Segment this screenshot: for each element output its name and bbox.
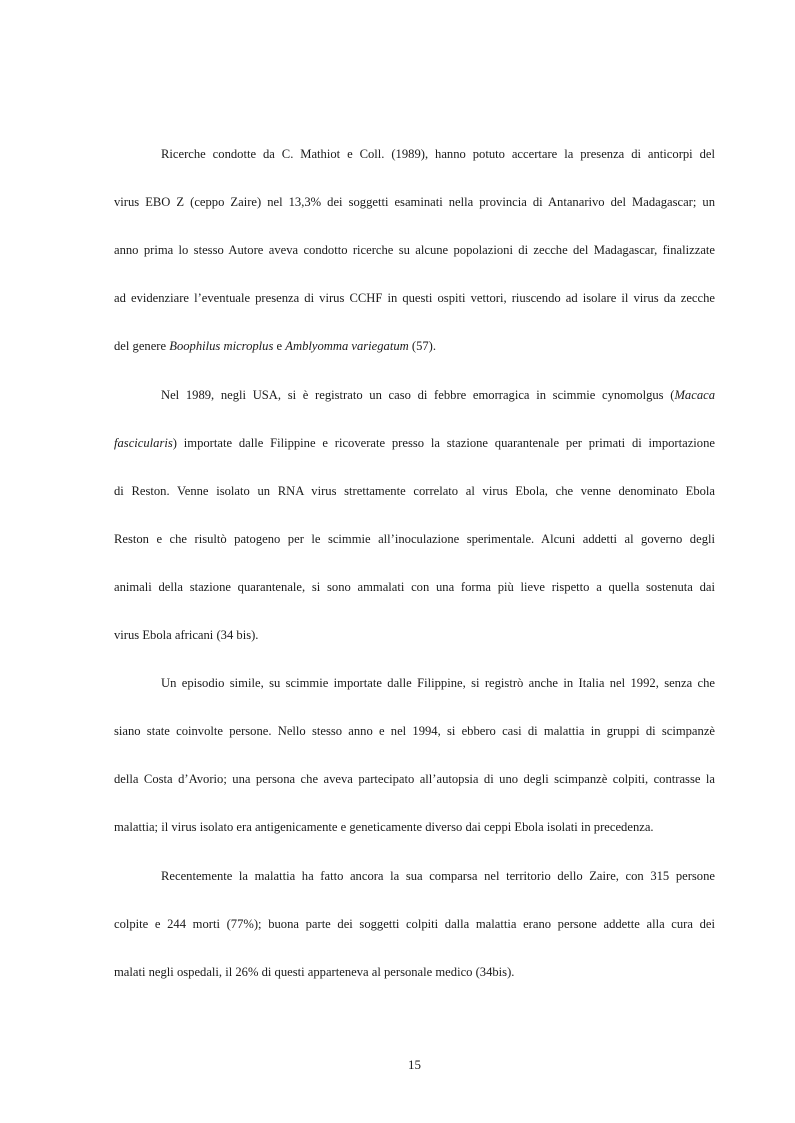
text-line	[114, 483, 715, 499]
text-run: virus Ebola africani (34 bis).	[114, 628, 259, 642]
text-line	[114, 435, 715, 451]
text-line	[161, 387, 715, 403]
text-line	[114, 916, 715, 932]
text-line	[114, 627, 715, 643]
text-run: Amblyomma variegatum	[285, 339, 409, 354]
text-run: virus EBO Z (ceppo Zaire) nel 13,3% dei soggetti esaminati nella provincia di Antanarivo del Madagascar; un	[114, 195, 715, 210]
text-run: ) importate dalle Filippine e ricoverate presso la stazione quarantenale per primati di importazione	[172, 435, 715, 450]
text-line	[114, 194, 715, 210]
text-run: di Reston. Venne isolato un RNA virus strettamente correlato al virus Ebola, che venne denominato Ebola	[114, 483, 715, 498]
text-run: malattia; il virus isolato era antigenicamente e geneticamente diverso dai ceppi Ebola isolati in precedenza.	[114, 820, 654, 835]
text-line	[161, 868, 715, 884]
text-run: Nel 1989, negli USA, si è registrato un caso di febbre emorragica in scimmie cynomolgus (	[161, 387, 675, 402]
text-run: colpite e 244 morti (77%); buona parte dei soggetti colpiti dalla malattia erano persone addette alla cura dei	[114, 916, 715, 931]
text-run: ad evidenziare l’eventuale presenza di virus CCHF in questi ospiti vettori, riuscendo ad isolare il virus da zecche	[114, 291, 715, 306]
text-line	[114, 531, 715, 547]
text-line	[114, 290, 715, 306]
text-run: e	[273, 339, 286, 354]
text-run: della Costa d’Avorio; una persona che aveva partecipato all’autopsia di uno degli scimpanzè colpiti, contrasse la	[114, 772, 715, 787]
text-run: Un episodio simile, su scimmie importate dalle Filippine, si registrò anche in Italia nel 1992, senza che	[161, 676, 715, 691]
text-line	[114, 338, 715, 354]
text-run: Macaca	[674, 387, 715, 402]
text-run: Boophilus microplus	[169, 339, 274, 354]
page-number: 15	[408, 1057, 421, 1072]
document-page	[114, 0, 715, 1123]
text-line	[114, 771, 715, 787]
text-run: malati negli ospedali, il 26% di questi apparteneva al personale medico (34bis).	[114, 964, 515, 979]
text-run: (57).	[408, 339, 437, 354]
text-line	[114, 964, 715, 980]
text-line	[161, 675, 715, 691]
text-run: del genere	[114, 339, 170, 354]
text-line	[114, 723, 715, 739]
text-line	[114, 819, 715, 835]
text-run: siano state coinvolte persone. Nello stesso anno e nel 1994, si ebbero casi di malattia in gruppi di scimpanzè	[114, 724, 715, 739]
text-run: Ricerche condotte da C. Mathiot e Coll. (1989), hanno potuto accertare la presenza di anticorpi del	[161, 147, 715, 161]
text-run: anno prima lo stesso Autore aveva condotto ricerche su alcune popolazioni di zecche del Madagascar, finalizzate	[114, 243, 715, 258]
text-line	[161, 146, 715, 162]
text-run: Reston e che risultò patogeno per le scimmie all’inoculazione sperimentale. Alcuni addetti al governo degli	[114, 531, 715, 546]
text-run: Recentemente la malattia ha fatto ancora la sua comparsa nel territorio dello Zaire, con 315 persone	[161, 868, 715, 883]
text-run: animali della stazione quarantenale, si sono ammalati con una forma più lieve rispetto a quella sostenuta dai	[114, 579, 715, 594]
text-line	[114, 242, 715, 258]
text-line	[114, 579, 715, 595]
text-run: fascicularis	[114, 435, 173, 450]
